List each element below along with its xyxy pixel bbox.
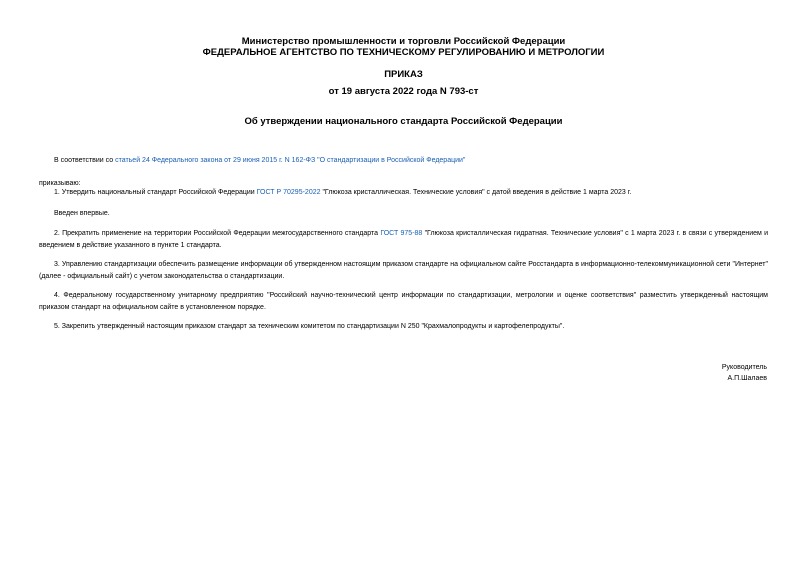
item-1-suffix: "Глюкоза кристаллическая. Технические условия" с датой введения в действие 1 марта 2023 г. — [320, 189, 632, 196]
date-number-heading: от 19 августа 2022 года N 793-ст — [328, 86, 479, 97]
ministry-heading: Министерство промышленности и торговли Российской Федерации — [241, 36, 566, 47]
signature-position: Руководитель — [721, 364, 767, 371]
law-article-link[interactable]: статьей 24 Федерального закона от 29 июня 2015 г. N 162-ФЗ "О стандартизации в Российской Федерации" — [115, 157, 466, 164]
document-type-heading: ПРИКАЗ — [384, 69, 423, 80]
gost-975-88-link[interactable]: ГОСТ 975-88 — [380, 230, 423, 237]
introduced-note: Введен впервые. — [54, 210, 110, 217]
order-word: приказываю: — [39, 180, 81, 187]
item-5-paragraph: 5. Закрепить утвержденный настоящим приказом стандарт за техническим комитетом по стандартизации N 250 "Крахмалопродукты и картофелепродукты". — [54, 323, 565, 330]
item-2-paragraph — [39, 228, 768, 251]
item-2-suffix: "Глюкоза кристаллическая гидратная. Технические условия" с 1 марта 2023 г. в связи с утверждением и введением в действие указанного в пункте 1 стандарта. — [39, 230, 769, 249]
agency-heading: ФЕДЕРАЛЬНОЕ АГЕНТСТВО ПО ТЕХНИЧЕСКОМУ РЕГУЛИРОВАНИЮ И МЕТРОЛОГИИ — [202, 47, 605, 58]
preamble-paragraph — [39, 155, 768, 167]
signature-name: А.П.Шалаев — [727, 375, 767, 382]
gost-r-70295-link[interactable]: ГОСТ Р 70295-2022 — [256, 189, 321, 196]
item-1-paragraph — [39, 187, 768, 199]
item-4-paragraph: 4. Федеральному государственному унитарному предприятию "Российский научно-технический центр информации по стандартизации, метрологии и оценке соответствия" разместить утвержденный настоящим приказом стандарт на официальном сайте в установленном порядке. — [39, 292, 768, 311]
preamble-prefix: В соответствии со — [54, 157, 116, 164]
item-2-prefix: 2. Прекратить применение на территории Российской Федерации межгосударственного стандарта — [54, 230, 381, 237]
document-title: Об утверждении национального стандарта Российской Федерации — [244, 116, 563, 127]
item-1-prefix: 1. Утвердить национальный стандарт Российской Федерации — [54, 189, 257, 196]
item-3-paragraph: 3. Управлению стандартизации обеспечить размещение информации об утвержденном настоящим приказом стандарте на официальном сайте Росстандарта в информационно-телекоммуникационной сети "Интернет" (далее - официальный сайт) с учетом законодательства о стандартизации. — [39, 261, 768, 280]
